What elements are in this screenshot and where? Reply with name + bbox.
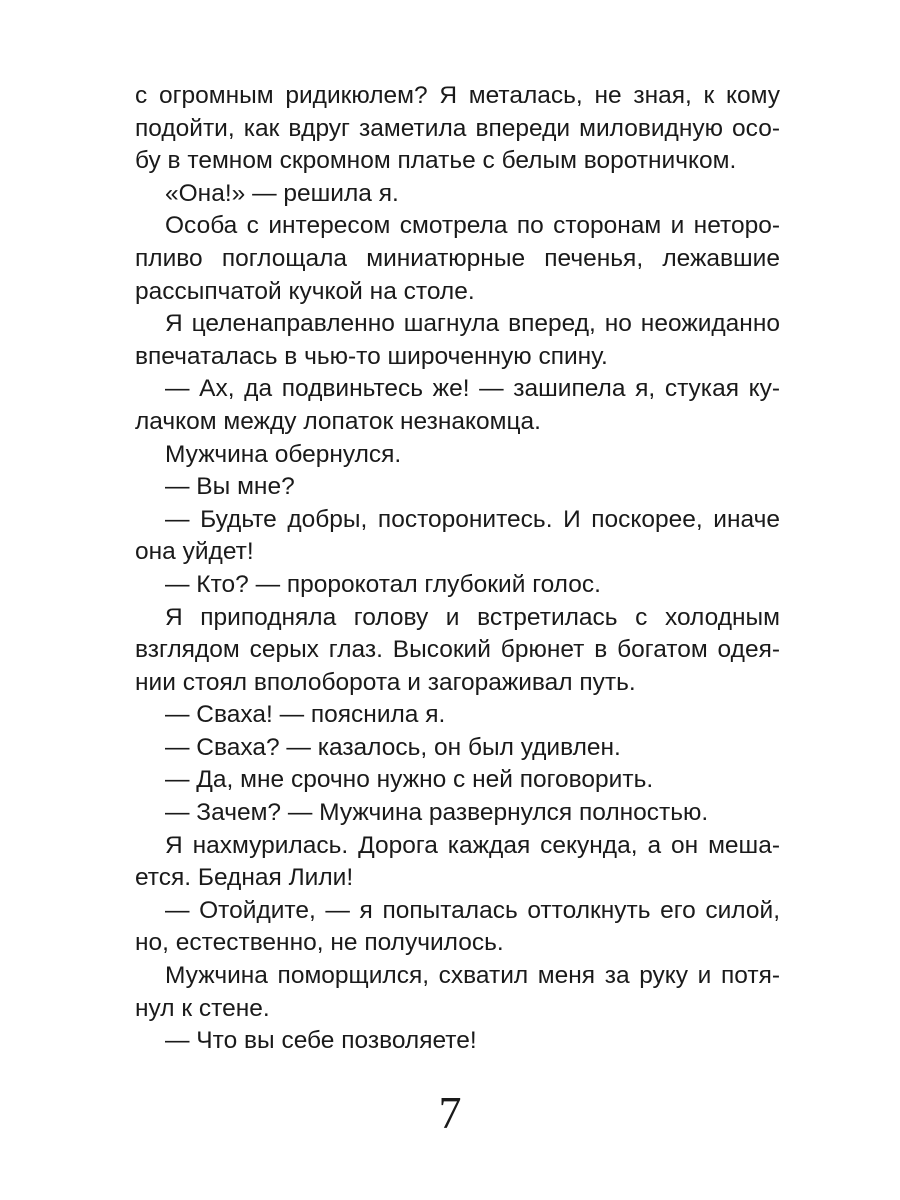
text-line: Особа с интересом смотрела по сторонам и неторо-: [165, 212, 780, 240]
text-line: — Да, мне срочно нужно с ней поговорить.: [165, 766, 654, 794]
text-line: она уйдет!: [135, 538, 254, 566]
text-line: нии стоял вполоборота и загораживал путь.: [135, 668, 636, 696]
text-line: Мужчина обернулся.: [165, 440, 402, 468]
text-line: — Сваха? — казалось, он был удивлен.: [165, 733, 621, 761]
text-line: нул к стене.: [135, 994, 270, 1022]
text-line: Я целенаправленно шагнула вперед, но неожиданно: [165, 310, 780, 338]
text-line: — Сваха! — пояснила я.: [165, 701, 446, 729]
text-line: Я нахмурилась. Дорога каждая секунда, а он меша-: [165, 831, 780, 859]
page-number: 7: [438, 1087, 462, 1138]
page-body-text: [135, 80, 780, 1058]
text-line: рассыпчатой кучкой на столе.: [135, 277, 475, 305]
text-line: — Что вы себе позволяете!: [165, 1027, 477, 1055]
text-line: — Будьте добры, посторонитесь. И поскорее, иначе: [165, 505, 780, 533]
text-line: — Ах, да подвиньтесь же! — зашипела я, стукая ку-: [165, 375, 780, 403]
text-line: — Кто? — пророкотал глубокий голос.: [165, 570, 601, 598]
text-line: Мужчина поморщился, схватил меня за руку и потя-: [165, 962, 780, 990]
text-line: но, естественно, не получилось.: [135, 929, 504, 957]
text-line: бу в темном скромном платье с белым воротничком.: [135, 147, 737, 175]
text-line: «Она!» — решила я.: [165, 179, 399, 207]
text-line: — Вы мне?: [165, 473, 295, 501]
text-line: лачком между лопаток незнакомца.: [135, 407, 541, 435]
text-line: — Зачем? — Мужчина развернулся полностью.: [165, 799, 709, 827]
text-line: впечаталась в чью-то широченную спину.: [135, 342, 608, 370]
text-line: ется. Бедная Лили!: [135, 864, 354, 892]
text-line: с огромным ридикюлем? Я металась, не зная, к кому: [135, 82, 780, 109]
text-line: пливо поглощала миниатюрные печенья, лежавшие: [135, 244, 780, 272]
text-line: взглядом серых глаз. Высокий брюнет в богатом одея-: [135, 636, 780, 664]
text-line: Я приподняла голову и встретилась с холодным: [165, 603, 780, 631]
text-line: подойти, как вдруг заметила впереди миловидную осо-: [135, 114, 780, 142]
text-line: — Отойдите, — я попыталась оттолкнуть его силой,: [165, 896, 780, 924]
